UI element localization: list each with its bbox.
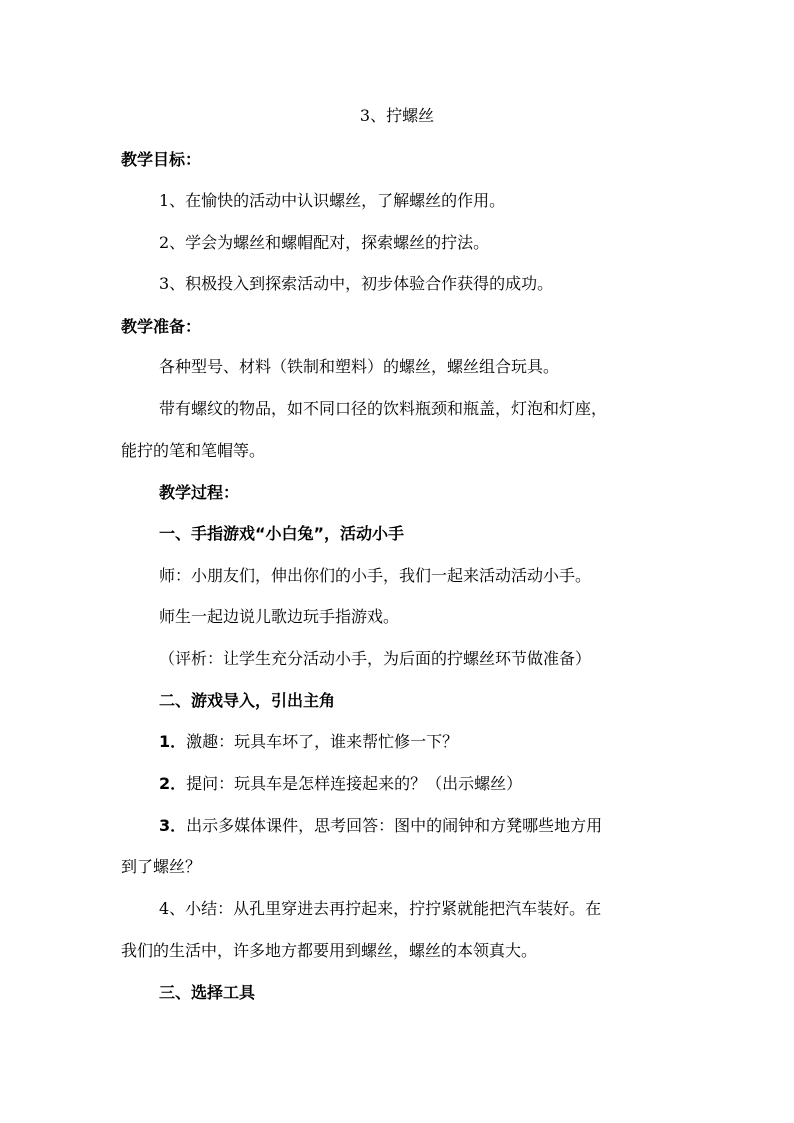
preparation-item-continued: 能拧的笔和笔帽等。 xyxy=(121,441,266,460)
section-2-item xyxy=(159,774,522,794)
item-text: 提问：玩具车是怎样连接起来的？（出示螺丝） xyxy=(186,774,523,793)
objectives-heading: 教学目标： xyxy=(121,150,202,169)
section-2-item-continued: 到了螺丝？ xyxy=(121,857,202,876)
section-2-heading: 二、游戏导入，引出主角 xyxy=(159,691,336,710)
section-2-item xyxy=(159,732,458,752)
objective-item: 3、积极投入到探索活动中，初步体验合作获得的成功。 xyxy=(159,274,554,293)
item-number: 2． xyxy=(159,774,187,793)
item-text: 出示多媒体课件，思考回答：图中的闹钟和方凳哪些地方用 xyxy=(186,816,603,835)
section-1-line: 师：小朋友们，伸出你们的小手，我们一起来活动活动小手。 xyxy=(159,566,592,585)
item-number: 3． xyxy=(159,816,187,835)
item-number: 1． xyxy=(159,732,187,751)
section-2-summary: 4、小结：从孔里穿进去再拧起来，拧拧紧就能把汽车装好。在 xyxy=(159,899,602,918)
section-1-note: （评析：让学生充分活动小手，为后面的拧螺丝环节做准备） xyxy=(159,649,592,668)
preparation-item: 带有螺纹的物品，如不同口径的饮料瓶颈和瓶盖，灯泡和灯座， xyxy=(159,399,608,418)
document-title: 3、拧螺丝 xyxy=(359,106,435,125)
objective-item: 1、在愉快的活动中认识螺丝，了解螺丝的作用。 xyxy=(159,191,506,210)
section-1-heading: 一、手指游戏“小白兔”，活动小手 xyxy=(159,524,405,543)
process-heading: 教学过程： xyxy=(159,483,240,502)
objective-item: 2、学会为螺丝和螺帽配对，探索螺丝的拧法。 xyxy=(159,233,490,252)
preparation-item: 各种型号、材料（铁制和塑料）的螺丝，螺丝组合玩具。 xyxy=(159,357,560,376)
section-2-summary-continued: 我们的生活中，许多地方都要用到螺丝，螺丝的本领真大。 xyxy=(121,941,538,960)
preparation-heading: 教学准备： xyxy=(121,317,202,336)
item-text: 激趣：玩具车坏了，谁来帮忙修一下？ xyxy=(186,732,459,751)
section-1-line: 师生一起边说儿歌边玩手指游戏。 xyxy=(159,607,400,626)
section-3-heading: 三、选择工具 xyxy=(159,983,256,1002)
section-2-item xyxy=(159,816,602,836)
